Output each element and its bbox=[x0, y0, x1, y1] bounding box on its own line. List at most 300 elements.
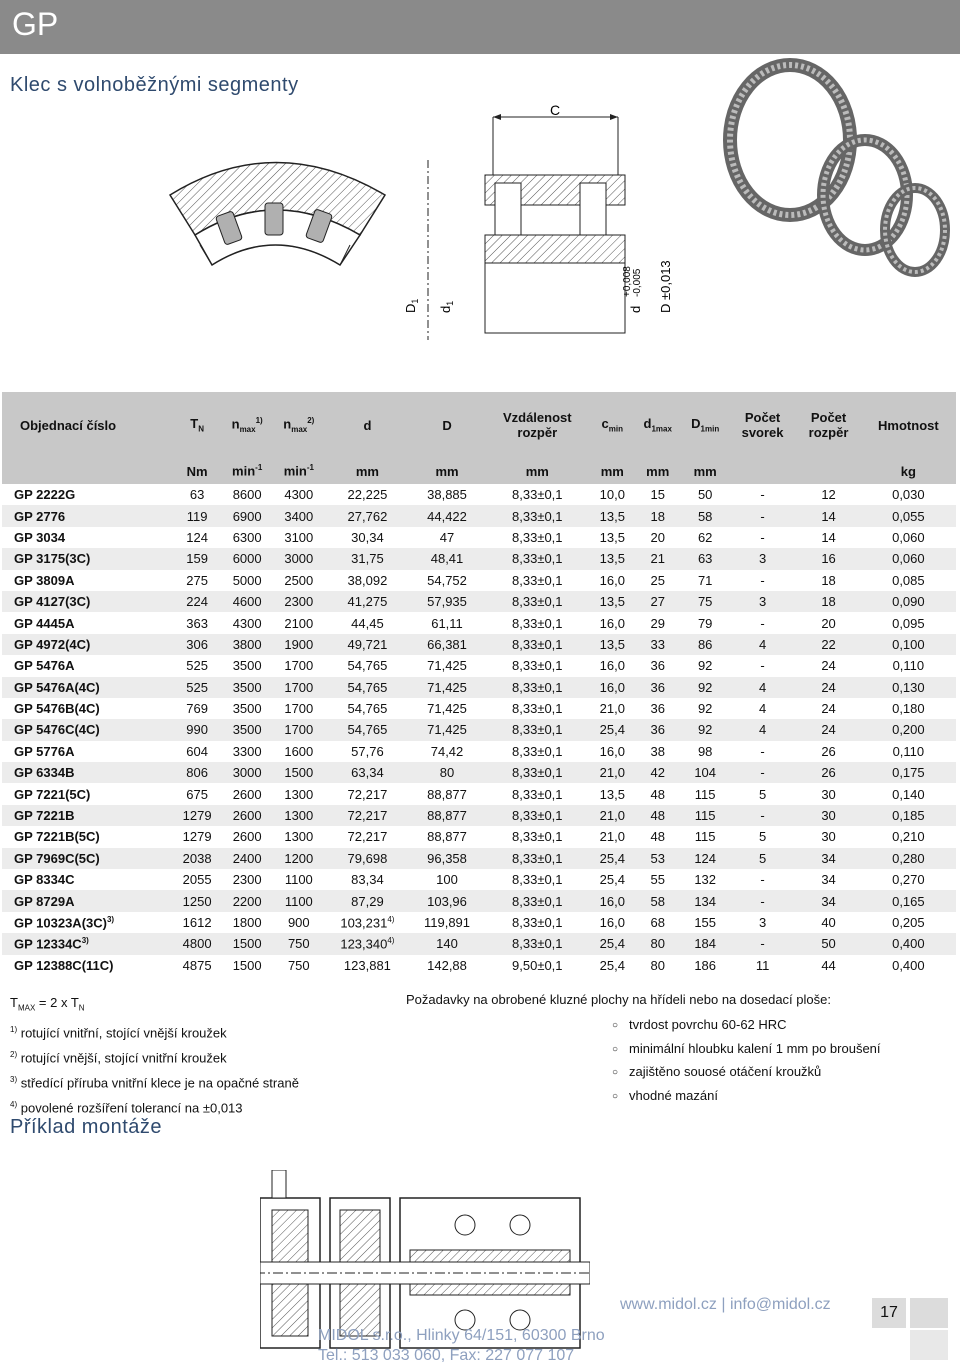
cell-spacing: 8,33±0,1 bbox=[484, 612, 591, 633]
cell-d: 57,76 bbox=[325, 741, 411, 762]
cell-clamps: 3 bbox=[729, 591, 797, 612]
cell-clamps: - bbox=[729, 805, 797, 826]
cell-struts: 30 bbox=[796, 783, 860, 804]
cell-n1: 1500 bbox=[221, 933, 273, 954]
cell-n2: 3400 bbox=[273, 505, 325, 526]
cell-d: 87,29 bbox=[325, 890, 411, 911]
cell-tn: 224 bbox=[173, 591, 221, 612]
cell-d: 79,698 bbox=[325, 848, 411, 869]
cell-spacing: 8,33±0,1 bbox=[484, 869, 591, 890]
cell-code: GP 3034 bbox=[2, 527, 173, 548]
cell-n1: 3800 bbox=[221, 634, 273, 655]
cell-n2: 3100 bbox=[273, 527, 325, 548]
col-d: d bbox=[325, 392, 411, 458]
unit-mass: kg bbox=[861, 458, 956, 484]
cell-n1: 2300 bbox=[221, 869, 273, 890]
cell-n1: 6000 bbox=[221, 548, 273, 569]
page-decoration bbox=[910, 1298, 948, 1328]
cell-code: GP 4127(3C) bbox=[2, 591, 173, 612]
tolerance-minus: -0,005 bbox=[632, 268, 643, 297]
cell-struts: 24 bbox=[796, 677, 860, 698]
cell-clamps: - bbox=[729, 655, 797, 676]
cell-mass: 0,030 bbox=[861, 484, 956, 505]
footnotes bbox=[10, 992, 299, 1118]
cell-n1: 4300 bbox=[221, 612, 273, 633]
cell-clamps: - bbox=[729, 890, 797, 911]
page-decoration bbox=[910, 1330, 948, 1360]
cell-n2: 750 bbox=[273, 933, 325, 954]
cell-mass: 0,205 bbox=[861, 912, 956, 933]
cell-clamps: 4 bbox=[729, 698, 797, 719]
cell-mass: 0,210 bbox=[861, 826, 956, 847]
cell-d1max: 20 bbox=[634, 527, 682, 548]
cell-D: 71,425 bbox=[410, 719, 484, 740]
cell-cmin: 13,5 bbox=[591, 634, 634, 655]
unit-tn: Nm bbox=[173, 458, 221, 484]
cell-D: 44,422 bbox=[410, 505, 484, 526]
footnote-2: $^{2)}$ rotující vnější, stojící vnitřní kroužek bbox=[10, 1049, 227, 1066]
cell-code: GP $12334C^{3)}$ bbox=[2, 933, 173, 954]
cell-struts: 22 bbox=[796, 634, 860, 655]
cell-spacing: 8,33±0,1 bbox=[484, 484, 591, 505]
cell-d1max: 36 bbox=[634, 719, 682, 740]
table-row bbox=[2, 955, 956, 976]
cell-mass: 0,090 bbox=[861, 591, 956, 612]
cell-n2: 2500 bbox=[273, 570, 325, 591]
table-row bbox=[2, 762, 956, 783]
unit-D: mm bbox=[410, 458, 484, 484]
cell-d: 103,231$^{4)}$ bbox=[325, 912, 411, 933]
cell-d1max: 38 bbox=[634, 741, 682, 762]
cell-n2: 1600 bbox=[273, 741, 325, 762]
dimension-c-label: C bbox=[550, 102, 561, 118]
cell-d1max: 36 bbox=[634, 677, 682, 698]
cell-D1min: 75 bbox=[682, 591, 729, 612]
unit-d1max: mm bbox=[634, 458, 682, 484]
cell-d: 123,881 bbox=[325, 955, 411, 976]
tmax-formula: $T_{MAX} = 2$ x $T_N$ bbox=[10, 995, 85, 1013]
table-row bbox=[2, 591, 956, 612]
website-link[interactable]: www.midol.cz bbox=[620, 1296, 717, 1313]
cell-d1max: 36 bbox=[634, 698, 682, 719]
dimension-D-tolerance: D ±0,013 bbox=[658, 260, 673, 313]
table-row bbox=[2, 548, 956, 569]
segment-cage-sketch bbox=[170, 163, 385, 266]
cell-code: GP 7221(5C) bbox=[2, 783, 173, 804]
requirement-item: ○ zajištěno souosé otáčení kroužků bbox=[612, 1061, 881, 1085]
table-header-row bbox=[2, 392, 956, 458]
cell-cmin: 16,0 bbox=[591, 890, 634, 911]
cell-D1min: 92 bbox=[682, 698, 729, 719]
cell-tn: 2055 bbox=[173, 869, 221, 890]
cell-struts: 30 bbox=[796, 805, 860, 826]
cell-D1min: 92 bbox=[682, 655, 729, 676]
cell-D1min: 186 bbox=[682, 955, 729, 976]
cell-mass: 0,095 bbox=[861, 612, 956, 633]
cell-n1: 6300 bbox=[221, 527, 273, 548]
cell-D: 71,425 bbox=[410, 677, 484, 698]
cell-spacing: 8,33±0,1 bbox=[484, 805, 591, 826]
cell-clamps: - bbox=[729, 612, 797, 633]
cell-D: 74,42 bbox=[410, 741, 484, 762]
footnote-3: $^{3)}$ středící příruba vnitřní klece je na opačné straně bbox=[10, 1074, 299, 1091]
footer-contact: www.midol.cz | info@midol.cz bbox=[620, 1296, 831, 1313]
cell-cmin: 10,0 bbox=[591, 484, 634, 505]
table-row bbox=[2, 698, 956, 719]
table-row bbox=[2, 890, 956, 911]
cell-D1min: 63 bbox=[682, 548, 729, 569]
cell-spacing: 8,33±0,1 bbox=[484, 677, 591, 698]
cell-D: 119,891 bbox=[410, 912, 484, 933]
col-struts: Počet rozpěr bbox=[796, 392, 860, 458]
cell-mass: 0,185 bbox=[861, 805, 956, 826]
cell-spacing: 8,33±0,1 bbox=[484, 933, 591, 954]
cell-n2: 1700 bbox=[273, 698, 325, 719]
cell-d1max: 48 bbox=[634, 826, 682, 847]
cell-D: 54,752 bbox=[410, 570, 484, 591]
cell-d1max: 58 bbox=[634, 890, 682, 911]
cell-D1min: 115 bbox=[682, 783, 729, 804]
cell-code: GP 5476A(4C) bbox=[2, 677, 173, 698]
cell-d1max: 15 bbox=[634, 484, 682, 505]
cell-d1max: 42 bbox=[634, 762, 682, 783]
cell-clamps: - bbox=[729, 933, 797, 954]
cell-tn: 604 bbox=[173, 741, 221, 762]
cell-cmin: 16,0 bbox=[591, 570, 634, 591]
cell-tn: 990 bbox=[173, 719, 221, 740]
table-row bbox=[2, 869, 956, 890]
cell-code: GP 3809A bbox=[2, 570, 173, 591]
cell-d: 38,092 bbox=[325, 570, 411, 591]
cell-tn: 806 bbox=[173, 762, 221, 783]
footnote-4: $^{4)}$ povolené rozšíření tolerancí na ±0,013 bbox=[10, 1099, 243, 1115]
cell-n1: 3500 bbox=[221, 698, 273, 719]
requirements-heading: Požadavky na obrobené kluzné plochy na hřídeli nebo na dosedací ploše: bbox=[406, 992, 831, 1007]
cell-D1min: 155 bbox=[682, 912, 729, 933]
cell-d1max: 48 bbox=[634, 805, 682, 826]
col-mass: Hmotnost bbox=[861, 392, 956, 458]
cell-n2: 750 bbox=[273, 955, 325, 976]
cell-n1: 2600 bbox=[221, 783, 273, 804]
page-title: GP bbox=[12, 6, 59, 42]
cell-struts: 30 bbox=[796, 826, 860, 847]
cell-spacing: 8,33±0,1 bbox=[484, 783, 591, 804]
cell-d: 22,225 bbox=[325, 484, 411, 505]
cell-spacing: 8,33±0,1 bbox=[484, 548, 591, 569]
cell-code: GP 6334B bbox=[2, 762, 173, 783]
cell-struts: 34 bbox=[796, 848, 860, 869]
cell-D: 71,425 bbox=[410, 698, 484, 719]
cell-struts: 24 bbox=[796, 719, 860, 740]
cell-tn: 769 bbox=[173, 698, 221, 719]
cell-D1min: 124 bbox=[682, 848, 729, 869]
cell-clamps: 5 bbox=[729, 783, 797, 804]
cell-d: 49,721 bbox=[325, 634, 411, 655]
dimension-d-tolerance: d bbox=[628, 305, 643, 313]
cell-n1: 8600 bbox=[221, 484, 273, 505]
col-D1min: $D_{1min}$ bbox=[682, 392, 729, 458]
cell-D1min: 71 bbox=[682, 570, 729, 591]
col-clamps: Počet svorek bbox=[729, 392, 797, 458]
cell-tn: 63 bbox=[173, 484, 221, 505]
cell-clamps: 11 bbox=[729, 955, 797, 976]
cell-cmin: 25,4 bbox=[591, 719, 634, 740]
cell-tn: 675 bbox=[173, 783, 221, 804]
cell-spacing: 8,33±0,1 bbox=[484, 634, 591, 655]
unit-cmin: mm bbox=[591, 458, 634, 484]
cell-struts: 24 bbox=[796, 655, 860, 676]
cell-cmin: 13,5 bbox=[591, 548, 634, 569]
cell-tn: 159 bbox=[173, 548, 221, 569]
cell-cmin: 21,0 bbox=[591, 805, 634, 826]
cell-clamps: 4 bbox=[729, 677, 797, 698]
cell-d1max: 25 bbox=[634, 570, 682, 591]
cell-tn: 525 bbox=[173, 677, 221, 698]
cell-D1min: 58 bbox=[682, 505, 729, 526]
cell-D1min: 92 bbox=[682, 677, 729, 698]
table-row bbox=[2, 783, 956, 804]
requirements-list bbox=[612, 1014, 881, 1108]
col-nmax-1: $n_{max}^{1)}$ bbox=[221, 392, 273, 458]
cell-d: 63,34 bbox=[325, 762, 411, 783]
cell-D: 57,935 bbox=[410, 591, 484, 612]
cell-D1min: 134 bbox=[682, 890, 729, 911]
cell-clamps: 3 bbox=[729, 912, 797, 933]
cell-d: 31,75 bbox=[325, 548, 411, 569]
cell-clamps: 5 bbox=[729, 826, 797, 847]
cell-tn: 1612 bbox=[173, 912, 221, 933]
cell-d: 54,765 bbox=[325, 677, 411, 698]
cell-mass: 0,400 bbox=[861, 933, 956, 954]
table-row bbox=[2, 634, 956, 655]
cell-spacing: 8,33±0,1 bbox=[484, 826, 591, 847]
table-row bbox=[2, 848, 956, 869]
cell-mass: 0,085 bbox=[861, 570, 956, 591]
cell-D1min: 132 bbox=[682, 869, 729, 890]
cell-D: 103,96 bbox=[410, 890, 484, 911]
cell-D1min: 86 bbox=[682, 634, 729, 655]
cell-code: GP 4972(4C) bbox=[2, 634, 173, 655]
cell-mass: 0,270 bbox=[861, 869, 956, 890]
cell-struts: 50 bbox=[796, 933, 860, 954]
cell-mass: 0,055 bbox=[861, 505, 956, 526]
cell-d: 54,765 bbox=[325, 719, 411, 740]
cell-mass: 0,280 bbox=[861, 848, 956, 869]
cell-code: GP 8729A bbox=[2, 890, 173, 911]
cell-d: 54,765 bbox=[325, 698, 411, 719]
col-d1max: $d_{1max}$ bbox=[634, 392, 682, 458]
cell-n2: 900 bbox=[273, 912, 325, 933]
cell-d: 27,762 bbox=[325, 505, 411, 526]
cell-tn: 306 bbox=[173, 634, 221, 655]
col-nmax-2: $n_{max}^{2)}$ bbox=[273, 392, 325, 458]
cell-D1min: 98 bbox=[682, 741, 729, 762]
cell-n1: 6900 bbox=[221, 505, 273, 526]
cell-cmin: 16,0 bbox=[591, 612, 634, 633]
cell-struts: 26 bbox=[796, 741, 860, 762]
cell-D1min: 184 bbox=[682, 933, 729, 954]
cell-spacing: 8,33±0,1 bbox=[484, 505, 591, 526]
cell-code: GP 12388C(11C) bbox=[2, 955, 173, 976]
cell-d: 30,34 bbox=[325, 527, 411, 548]
page-number: 17 bbox=[872, 1298, 906, 1328]
cell-tn: 275 bbox=[173, 570, 221, 591]
title-bar bbox=[0, 0, 960, 54]
table-row bbox=[2, 527, 956, 548]
cell-mass: 0,200 bbox=[861, 719, 956, 740]
cell-D: 100 bbox=[410, 869, 484, 890]
cell-n1: 3500 bbox=[221, 677, 273, 698]
cell-n1: 1800 bbox=[221, 912, 273, 933]
cell-d1max: 80 bbox=[634, 955, 682, 976]
cell-spacing: 8,33±0,1 bbox=[484, 741, 591, 762]
cell-d: 44,45 bbox=[325, 612, 411, 633]
cell-cmin: 13,5 bbox=[591, 591, 634, 612]
cell-struts: 12 bbox=[796, 484, 860, 505]
cell-struts: 18 bbox=[796, 570, 860, 591]
cell-D1min: 92 bbox=[682, 719, 729, 740]
table-row bbox=[2, 484, 956, 505]
table-row bbox=[2, 612, 956, 633]
unit-d: mm bbox=[325, 458, 411, 484]
cell-D1min: 104 bbox=[682, 762, 729, 783]
col-order-code: Objednací číslo bbox=[2, 392, 173, 458]
cell-n2: 1700 bbox=[273, 719, 325, 740]
cell-struts: 44 bbox=[796, 955, 860, 976]
table-units-row bbox=[2, 458, 956, 484]
cell-d: 83,34 bbox=[325, 869, 411, 890]
cell-d: 72,217 bbox=[325, 783, 411, 804]
col-spacing: Vzdálenost rozpěr bbox=[484, 392, 591, 458]
cell-n2: 1100 bbox=[273, 869, 325, 890]
unit-nmax-2: $\min^{-1}$ bbox=[273, 458, 325, 484]
cell-n1: 4600 bbox=[221, 591, 273, 612]
cell-n2: 4300 bbox=[273, 484, 325, 505]
cell-spacing: 8,33±0,1 bbox=[484, 890, 591, 911]
tolerance-plus: +0,008 bbox=[622, 266, 633, 297]
cell-mass: 0,140 bbox=[861, 783, 956, 804]
table-row bbox=[2, 912, 956, 933]
cell-tn: 4875 bbox=[173, 955, 221, 976]
table-row bbox=[2, 505, 956, 526]
cell-n1: 3500 bbox=[221, 655, 273, 676]
cell-mass: 0,100 bbox=[861, 634, 956, 655]
section-view bbox=[428, 102, 625, 340]
unit-struts bbox=[796, 458, 860, 484]
cell-D1min: 50 bbox=[682, 484, 729, 505]
cell-n2: 1900 bbox=[273, 634, 325, 655]
table-row bbox=[2, 826, 956, 847]
cell-mass: 0,110 bbox=[861, 741, 956, 762]
cell-mass: 0,130 bbox=[861, 677, 956, 698]
cell-cmin: 25,4 bbox=[591, 933, 634, 954]
cell-n2: 1100 bbox=[273, 890, 325, 911]
cell-d1max: 29 bbox=[634, 612, 682, 633]
cell-cmin: 13,5 bbox=[591, 505, 634, 526]
cell-n2: 1700 bbox=[273, 655, 325, 676]
cell-d1max: 21 bbox=[634, 548, 682, 569]
cell-struts: 16 bbox=[796, 548, 860, 569]
cell-code: GP 5776A bbox=[2, 741, 173, 762]
cell-n1: 2600 bbox=[221, 826, 273, 847]
table-row bbox=[2, 933, 956, 954]
cell-tn: 119 bbox=[173, 505, 221, 526]
cell-code: GP 5476C(4C) bbox=[2, 719, 173, 740]
cell-spacing: 8,33±0,1 bbox=[484, 848, 591, 869]
cell-code: GP 2776 bbox=[2, 505, 173, 526]
cell-tn: 1279 bbox=[173, 826, 221, 847]
table-body bbox=[2, 484, 956, 976]
requirement-item: ○ vhodné mazání bbox=[612, 1085, 881, 1109]
cell-cmin: 16,0 bbox=[591, 912, 634, 933]
cell-n1: 3500 bbox=[221, 719, 273, 740]
cell-n2: 1200 bbox=[273, 848, 325, 869]
cell-struts: 24 bbox=[796, 698, 860, 719]
cell-D: 88,877 bbox=[410, 826, 484, 847]
cell-code: GP 5476A bbox=[2, 655, 173, 676]
cell-d1max: 33 bbox=[634, 634, 682, 655]
cell-tn: 525 bbox=[173, 655, 221, 676]
cell-n2: 1500 bbox=[273, 762, 325, 783]
cell-n2: 1700 bbox=[273, 677, 325, 698]
cell-D: 88,877 bbox=[410, 805, 484, 826]
cell-clamps: - bbox=[729, 570, 797, 591]
cell-d1max: 53 bbox=[634, 848, 682, 869]
cell-d: 72,217 bbox=[325, 826, 411, 847]
cross-section-drawing bbox=[150, 95, 690, 355]
cell-n2: 1300 bbox=[273, 805, 325, 826]
cell-clamps: 3 bbox=[729, 548, 797, 569]
cell-mass: 0,180 bbox=[861, 698, 956, 719]
cell-struts: 14 bbox=[796, 505, 860, 526]
cell-spacing: 8,33±0,1 bbox=[484, 762, 591, 783]
cell-code: GP 2222G bbox=[2, 484, 173, 505]
unit-clamps bbox=[729, 458, 797, 484]
cell-code: GP 7221B(5C) bbox=[2, 826, 173, 847]
specification-table bbox=[2, 392, 956, 976]
cell-n1: 1500 bbox=[221, 955, 273, 976]
product-photo bbox=[720, 55, 960, 295]
table-row bbox=[2, 805, 956, 826]
cell-D: 66,381 bbox=[410, 634, 484, 655]
cell-d: 54,765 bbox=[325, 655, 411, 676]
cell-tn: 1250 bbox=[173, 890, 221, 911]
footer-address bbox=[318, 1326, 605, 1366]
cell-cmin: 16,0 bbox=[591, 741, 634, 762]
cell-d1max: 80 bbox=[634, 933, 682, 954]
cell-cmin: 13,5 bbox=[591, 783, 634, 804]
table-row bbox=[2, 570, 956, 591]
cell-D1min: 115 bbox=[682, 826, 729, 847]
cell-struts: 34 bbox=[796, 869, 860, 890]
col-cmin: $c_{min}$ bbox=[591, 392, 634, 458]
cell-n1: 5000 bbox=[221, 570, 273, 591]
cell-struts: 18 bbox=[796, 591, 860, 612]
cell-clamps: - bbox=[729, 762, 797, 783]
cell-cmin: 21,0 bbox=[591, 826, 634, 847]
cell-code: GP 7221B bbox=[2, 805, 173, 826]
table-row bbox=[2, 677, 956, 698]
cell-d: 123,340$^{4)}$ bbox=[325, 933, 411, 954]
cell-struts: 34 bbox=[796, 890, 860, 911]
cell-code: GP 4445A bbox=[2, 612, 173, 633]
cell-n2: 1300 bbox=[273, 826, 325, 847]
cell-D: 71,425 bbox=[410, 655, 484, 676]
dimension-d1-label: $d_1$ bbox=[438, 300, 455, 313]
cell-clamps: 5 bbox=[729, 848, 797, 869]
cell-spacing: 8,33±0,1 bbox=[484, 527, 591, 548]
email-link[interactable]: info@midol.cz bbox=[729, 1296, 831, 1313]
